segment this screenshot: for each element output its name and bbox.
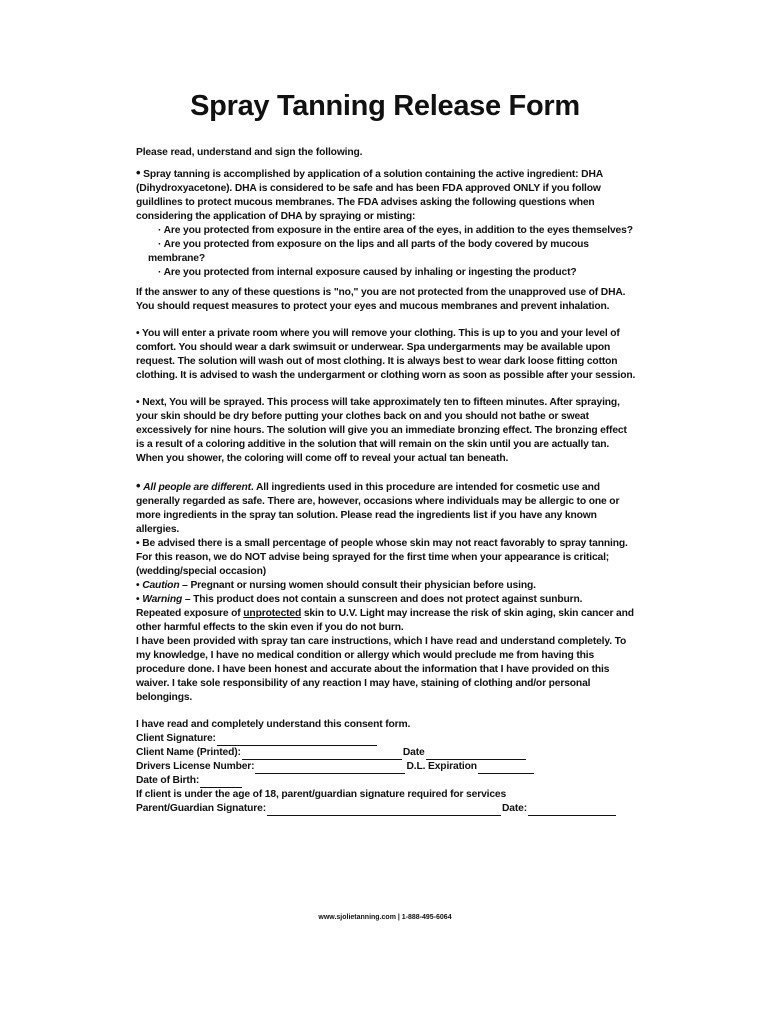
exposure-paragraph	[136, 607, 636, 635]
exposure-before: Repeated exposure of	[136, 608, 244, 619]
license-row	[136, 760, 636, 774]
guardian-signature-label: Parent/Guardian Signature:	[136, 803, 266, 814]
dha-text: (Dihydroxyacetone). DHA is considered to be safe and has been FDA approved ONLY if you follow guildlines to protect mucous membranes. The FDA advises asking the following questions when considering the application of DHA by spraying or misting:	[136, 183, 601, 222]
advised-text: Be advised there is a small percentage of people whose skin may not react favorably to spray tanning. For this reason, we do NOT advise being sprayed for the first time when your appearance is critical; (wedding/special occasion)	[136, 538, 628, 577]
client-signature-row	[136, 732, 636, 746]
footer-contact: www.sjolietanning.com | 1-888-495-6064	[318, 914, 452, 921]
different-text: . All ingredients used in this procedure are intended for cosmetic use and generally regarded as safe. There are, however, occasions where individuals may be allergic to one or more ingredients in the spray tan solution. Please read the ingredients list if you have any known allergies.	[136, 482, 620, 535]
room-paragraph	[136, 327, 636, 383]
different-paragraph	[136, 479, 636, 537]
date-field[interactable]	[426, 748, 526, 760]
client-name-row	[136, 746, 636, 760]
client-signature-label: Client Signature:	[136, 733, 216, 744]
bullet-icon: •	[136, 478, 141, 493]
dha-question-2: · Are you protected from exposure on the lips and all parts of the body covered by mucous membrane?	[148, 239, 589, 264]
instructions-paragraph: I have been provided with spray tan care instructions, which I have read and understand completely. To my knowledge, I have no medical condition or allergy which would preclude me from having this procedure done. I have been honest and accurate about the information that I have provided on this waiver. I take sole responsibility of any reaction I may have, staining of clothing and/or personal belongings.	[136, 636, 627, 703]
room-text: You will enter a private room where you will remove your clothing. This is up to you and your level of comfort. You should wear a dark swimsuit or underwear. Spa undergarments may be available upon request. The solution will wash out of most clothing. It is always best to wear dark loose fitting cotton clothing. It is advised to wash the undergarment or clothing worn as soon as possible after your session.	[136, 328, 636, 381]
warning-text: – This product does not contain a sunscreen and does not protect against sunburn.	[182, 594, 583, 605]
license-label: Drivers License Number:	[136, 761, 255, 772]
dha-paragraph	[136, 166, 636, 224]
guardian-date-label: Date:	[502, 803, 527, 814]
license-field[interactable]	[255, 762, 405, 774]
dl-expiration-field[interactable]	[478, 762, 534, 774]
minor-note: If client is under the age of 18, parent/guardian signature required for services	[136, 789, 507, 800]
caution-italic: Caution	[142, 580, 180, 591]
dl-expiration-label: D.L. Expiration	[406, 761, 477, 772]
client-name-label: Client Name (Printed):	[136, 747, 241, 758]
guardian-date-field[interactable]	[528, 804, 616, 816]
caution-paragraph	[136, 579, 636, 593]
guardian-signature-row	[136, 802, 636, 816]
date-label: Date	[402, 747, 425, 758]
client-name-field[interactable]	[242, 748, 402, 760]
intro-text: Please read, understand and sign the following.	[136, 147, 363, 158]
guardian-signature-field[interactable]	[267, 804, 501, 816]
bullet-icon: •	[136, 397, 140, 408]
client-signature-field[interactable]	[217, 734, 377, 746]
form-body	[136, 146, 636, 816]
sprayed-paragraph	[136, 396, 636, 466]
dob-field[interactable]	[200, 776, 242, 788]
exposure-after: skin to U.V. Light may increase the risk of skin aging, skin cancer and other harmful effects to the skin even if you do not burn.	[136, 608, 634, 633]
warning-paragraph	[136, 593, 636, 607]
different-italic: All people are different	[143, 482, 251, 493]
caution-text: – Pregnant or nursing women should consult their physician before using.	[179, 580, 536, 591]
sprayed-text: Next, You will be sprayed. This process will take approximately ten to fifteen minutes. After spraying, your skin should be dry before putting your clothes back on and you should not bathe or sweat excessively for nine hours. The solution will give you an immediate bronzing effect. The bronzing effect is a result of a coloring additive in the solution that will remain on the skin until you are actually tan. When you shower, the coloring will come off to reveal your actual tan beneath.	[136, 397, 627, 464]
consent-text: I have read and completely understand this consent form.	[136, 719, 411, 730]
bullet-icon: •	[136, 538, 140, 549]
bullet-icon: •	[136, 165, 141, 180]
advised-paragraph	[136, 537, 636, 579]
dha-line-1: Spray tanning is accomplished by application of a solution containing the active ingredient: DHA	[143, 169, 603, 180]
dha-question-1: · Are you protected from exposure in the entire area of the eyes, in addition to the eyes themselves?	[158, 225, 633, 236]
dob-label: Date of Birth:	[136, 775, 200, 786]
page-title: Spray Tanning Release Form	[190, 90, 580, 122]
bullet-icon: •	[136, 580, 140, 591]
bullet-icon: •	[136, 328, 140, 339]
warning-italic: Warning	[142, 594, 183, 605]
dha-question-3: · Are you protected from internal exposure caused by inhaling or ingesting the product?	[158, 267, 577, 278]
dob-row	[136, 774, 636, 788]
dha-answer: If the answer to any of these questions is "no," you are not protected from the unapproved use of DHA. You should request measures to protect your eyes and mucous membranes and prevent inhalation.	[136, 287, 626, 312]
bullet-icon: •	[136, 594, 140, 605]
exposure-underlined: unprotected	[243, 608, 302, 619]
